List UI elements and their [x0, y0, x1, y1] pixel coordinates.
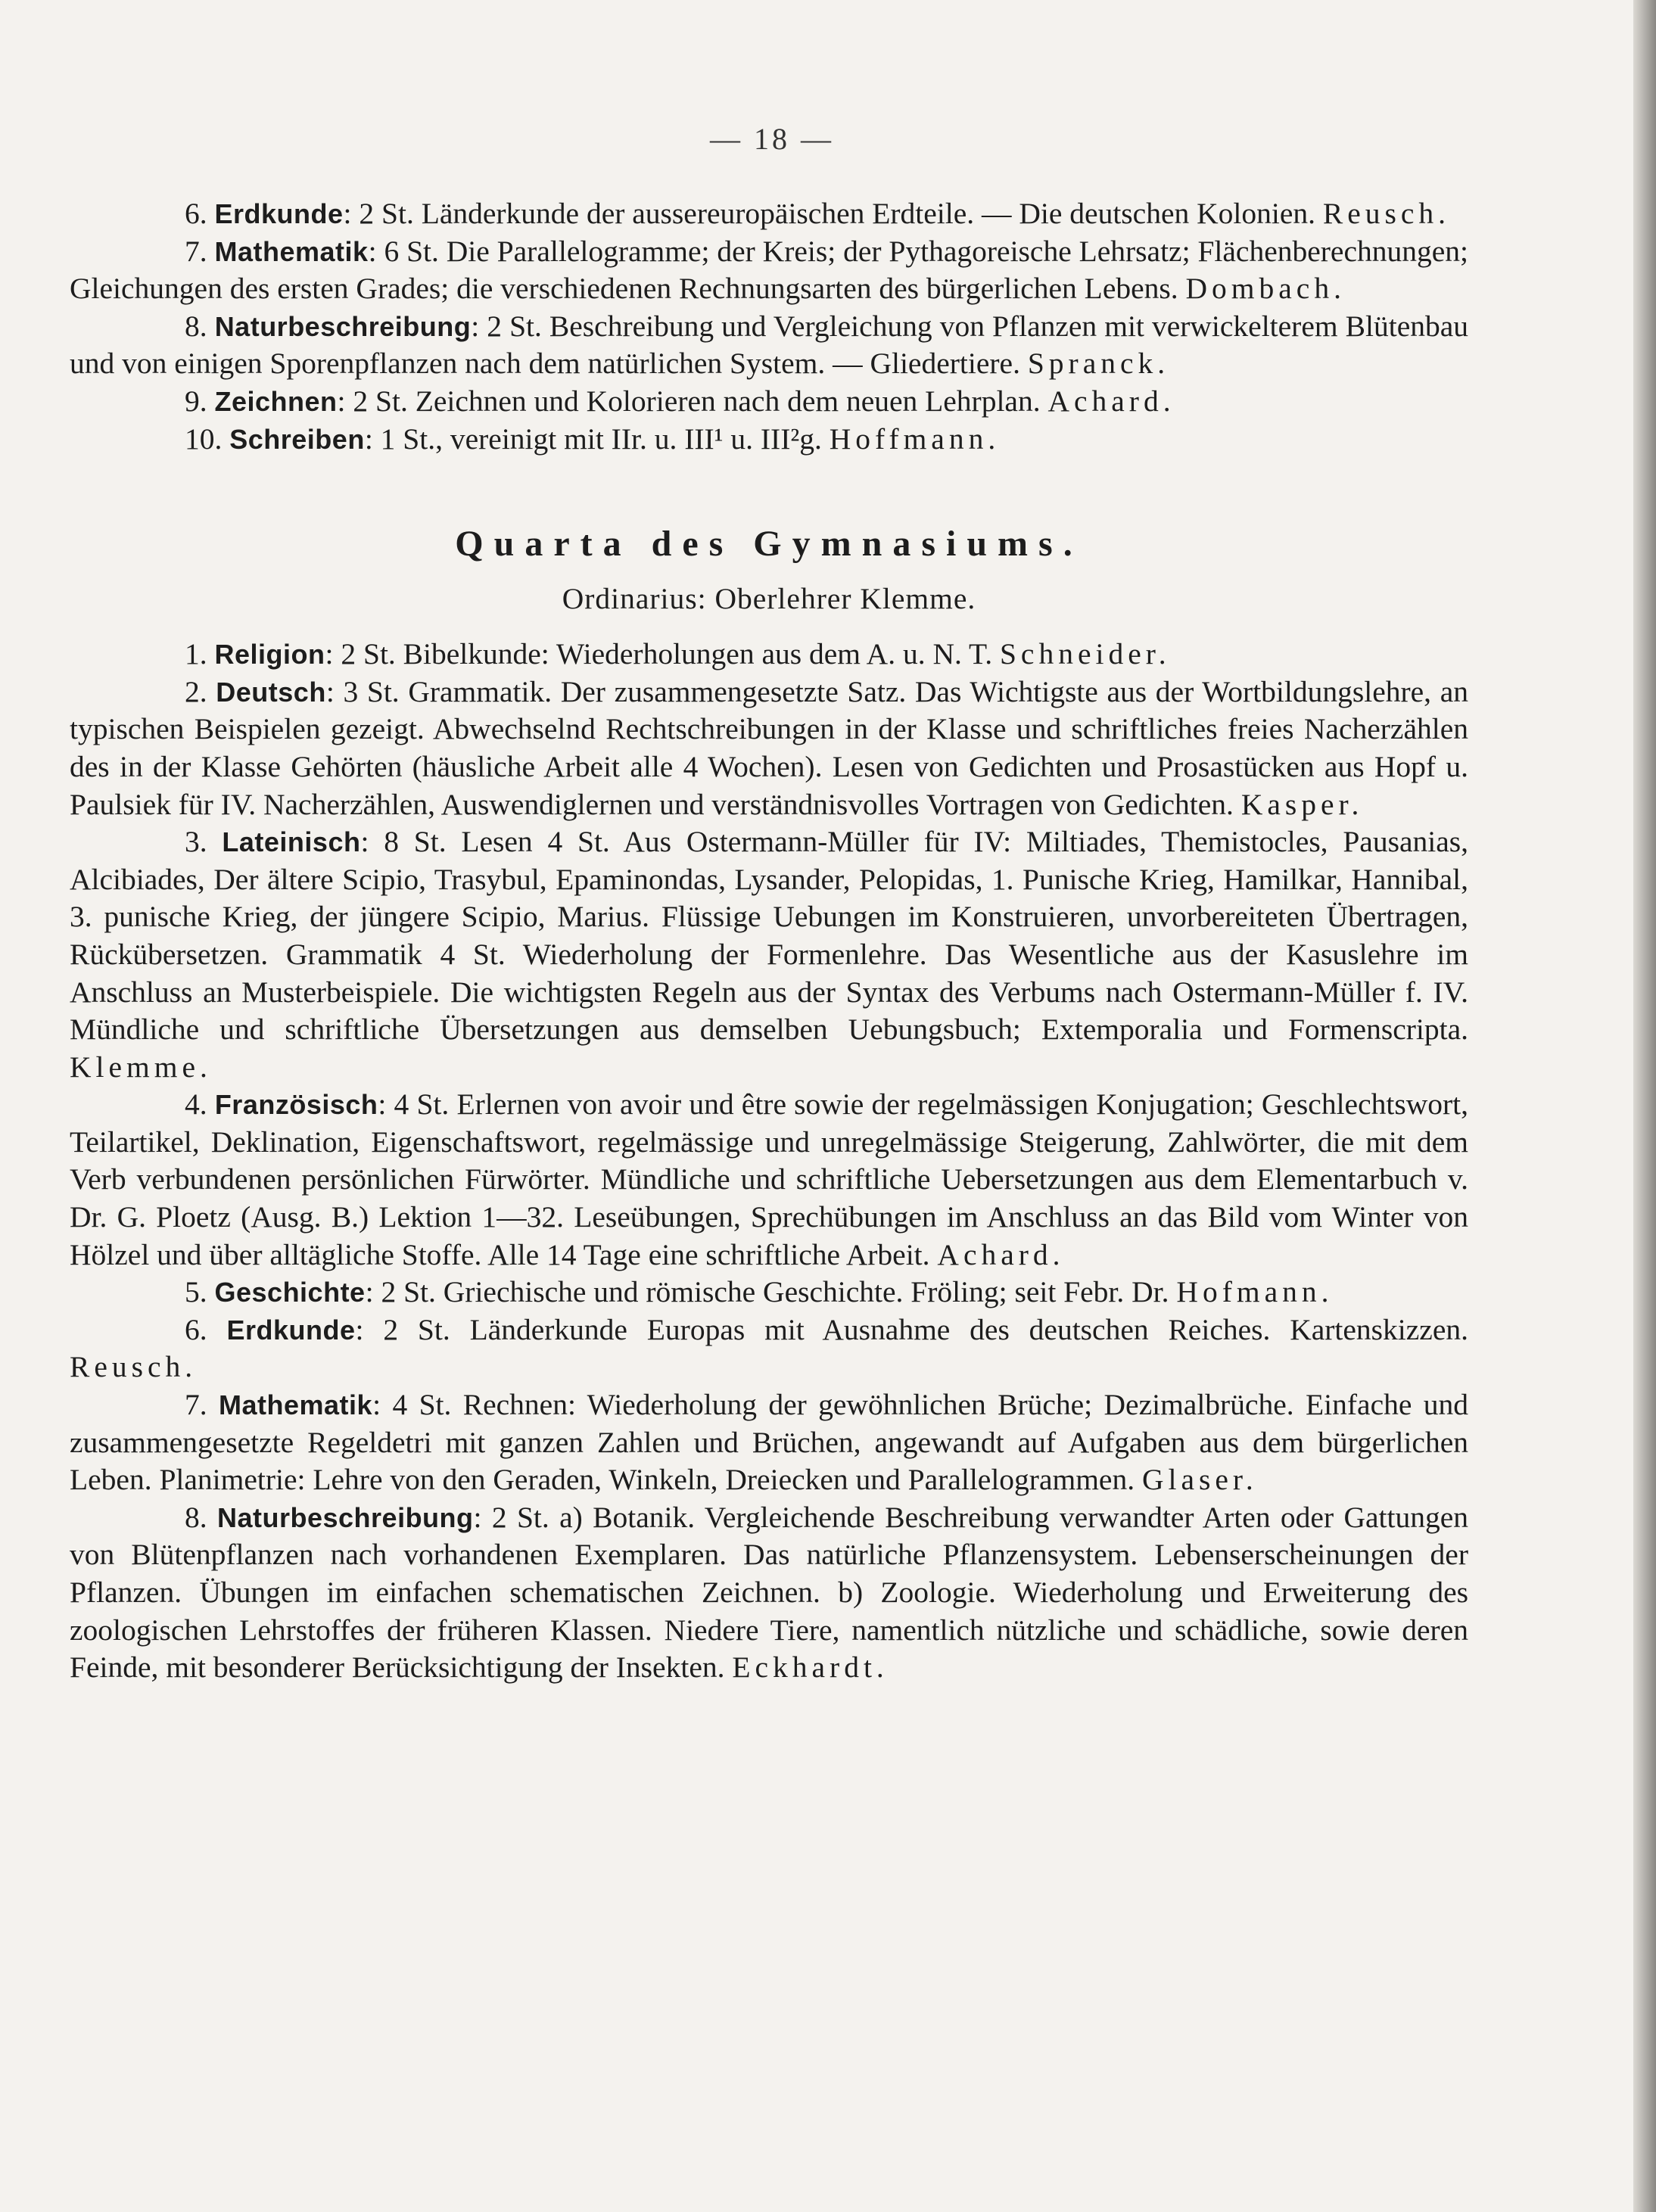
- ordinarius-line: Ordinarius: Oberlehrer Klemme.: [562, 582, 976, 616]
- paragraph-number: 8.: [185, 1500, 207, 1534]
- paragraph-number: 3.: [185, 825, 207, 859]
- subject-paragraph: 4. Französisch: 4 St. Erlernen von avoir und être sowie der regelmässigen Konjugation; Geschlechtswort, Teilartikel, Deklination, Eigenschaftswort, regelmässige und unregelmässige Steigerung, Zahlwörter, die mit dem Verb verbundenen persönlichen Fürwörter. Mündliche und schriftliche Uebersetzungen aus dem Elementarbuch v. Dr. G. Ploetz (Ausg. B.) Lektion 1—32. Leseübungen, Sprechübungen im Anschluss an das Bild vom Winter von Hölzel und über alltägliche Stoffe. Alle 14 Tage eine schriftliche Arbeit. Achard.: [70, 1087, 1468, 1271]
- paragraph-number: 1.: [185, 637, 207, 671]
- subject-description: 2 St. Griechische und römische Geschichte. Fröling; seit Febr. Dr.: [381, 1275, 1169, 1309]
- subject-name: Schreiben: [229, 423, 365, 455]
- subject-paragraph: 8. Naturbeschreibung: 2 St. Beschreibung und Vergleichung von Pflanzen mit verwickelterem Blütenbau und von einigen Sporenpflanzen nach dem natürlichen System. — Gliedertiere. Spranck.: [70, 309, 1469, 381]
- subject-description: 4 St. Erlernen von avoir und être sowie der regelmässigen Konjugation; Geschlechtswort, Teilartikel, Deklination, Eigenschaftswort, regelmässige und unregelmässige Steigerung, Zahlwörter, die mit dem Verb verbundenen persönlichen Fürwörter. Mündliche und schriftliche Uebersetzungen aus dem Elementarbuch v. Dr. G. Ploetz (Ausg. B.) Lektion 1—32. Leseübungen, Sprechübungen im Anschluss an das Bild vom Winter von Hölzel und über alltägliche Stoffe. Alle 14 Tage eine schriftliche Arbeit.: [70, 1087, 1468, 1271]
- subject-name: Lateinisch: [222, 826, 361, 858]
- subject-name: Erdkunde: [226, 1314, 356, 1346]
- teacher-name: Dombach.: [1185, 272, 1346, 306]
- teacher-name: Klemme.: [70, 1050, 212, 1084]
- subject-paragraph: 6. Erdkunde: 2 St. Länderkunde der aussereuropäischen Erdteile. — Die deutschen Kolonien. Reusch.: [185, 197, 1451, 230]
- teacher-name: Achard.: [937, 1237, 1065, 1271]
- quarta-subject-list: [70, 636, 1468, 1687]
- subject-description: 2 St. Beschreibung und Vergleichung von Pflanzen mit verwickelterem Blütenbau und von einigen Sporenpflanzen nach dem natürlichen System. — Gliedertiere.: [70, 309, 1469, 381]
- page-edge-shadow: [1633, 0, 1656, 2212]
- subject-name: Mathematik: [219, 1389, 373, 1421]
- subject-paragraph: 10. Schreiben: 1 St., vereinigt mit IIr. u. III¹ u. III²g. Hoffmann.: [185, 422, 1001, 456]
- subject-paragraph: 2. Deutsch: 3 St. Grammatik. Der zusammengesetzte Satz. Das Wichtigste aus der Wortbildungslehre, an typischen Beispielen gezeigt. Abwechselnd Rechtschreibungen in der Klasse und schriftliches freies Nacherzählen des in der Klasse Gehörten (häusliche Arbeit alle 4 Wochen). Lesen von Gedichten und Prosastücken aus Hopf u. Paulsiek für IV. Nacherzählen, Auswendiglernen und verständnisvolles Vortragen von Gedichten. Kasper.: [70, 674, 1468, 821]
- subject-description: 8 St. Lesen 4 St. Aus Ostermann-Müller für IV: Miltiades, Themistocles, Pausanias, Alcibiades, Der ältere Scipio, Trasybul, Epaminondas, Lysander, Pelopidas, 1. Punische Krieg, Hamilkar, Hannibal, 3. punische Krieg, der jüngere Scipio, Marius. Flüssige Uebungen im Konstruieren, unvorbereiteten Übertragen, Rückübersetzen. Grammatik 4 St. Wiederholung der Formenlehre. Das Wesentliche aus der Kasuslehre im Anschluss an Musterbeispiele. Die wichtigsten Regeln aus der Syntax des Verbums nach Ostermann-Müller f. IV. Mündliche und schriftliche Übersetzungen aus demselben Uebungsbuch; Extemporalia und Formenscripta.: [70, 825, 1468, 1047]
- teacher-name: Hoffmann.: [829, 422, 1001, 456]
- subject-name: Zeichnen: [214, 385, 338, 417]
- teacher-name: Reusch.: [70, 1350, 198, 1384]
- teacher-name: Schneider.: [999, 637, 1171, 671]
- subject-description: 2 St. Zeichnen und Kolorieren nach dem neuen Lehrplan.: [353, 384, 1041, 418]
- page-content: [70, 195, 1468, 1687]
- subject-paragraph: 8. Naturbeschreibung: 2 St. a) Botanik. Vergleichende Beschreibung verwandter Arten oder Gattungen von Blütenpflanzen nach vorhandenen Exemplaren. Das natürliche Pflanzensystem. Lebenserscheinungen der Pflanzen. Übungen im einfachen schematischen Zeichnen. b) Zoologie. Wiederholung und Erweiterung des zoologischen Lehrstoffes der früheren Klassen. Niedere Tiere, namentlich nützliche und schädliche, sowie deren Feinde, mit besonderer Berücksichtigung der Insekten. Eckhardt.: [70, 1500, 1469, 1685]
- subject-description: 6 St. Die Parallelogramme; der Kreis; der Pythagoreische Lehrsatz; Flächenberechnungen; Gleichungen des ersten Grades; die verschiedenen Rechnungsarten des bürgerlichen Lebens.: [70, 234, 1468, 306]
- teacher-name: Hofmann.: [1176, 1275, 1334, 1309]
- subject-name: Französisch: [214, 1089, 378, 1121]
- top-subject-list: [70, 195, 1468, 458]
- subject-paragraph: 5. Geschichte: 2 St. Griechische und römische Geschichte. Fröling; seit Febr. Dr. Hofmann.: [185, 1275, 1334, 1309]
- paragraph-number: 10.: [185, 422, 223, 456]
- subject-paragraph: 1. Religion: 2 St. Bibelkunde: Wiederholungen aus dem A. u. N. T. Schneider.: [185, 637, 1171, 671]
- subject-paragraph: 6. Erdkunde: 2 St. Länderkunde Europas mit Ausnahme des deutschen Reiches. Kartenskizzen. Reusch.: [70, 1312, 1469, 1384]
- teacher-name: Achard.: [1047, 384, 1175, 418]
- subject-name: Erdkunde: [214, 198, 344, 229]
- subject-paragraph: 7. Mathematik: 6 St. Die Parallelogramme; der Kreis; der Pythagoreische Lehrsatz; Flächenberechnungen; Gleichungen des ersten Grades; die verschiedenen Rechnungsarten des bürgerlichen Lebens. Dombach.: [70, 234, 1468, 306]
- subject-name: Naturbeschreibung: [214, 310, 472, 342]
- paragraph-number: 6.: [185, 1312, 207, 1346]
- subject-description: 2 St. Bibelkunde: Wiederholungen aus dem A. u. N. T.: [341, 637, 993, 671]
- paragraph-number: 7.: [185, 1388, 207, 1422]
- paragraph-number: 9.: [185, 384, 207, 418]
- page-number: — 18 —: [710, 122, 834, 156]
- teacher-name: Eckhardt.: [732, 1650, 889, 1685]
- subject-name: Religion: [214, 639, 325, 670]
- subject-name: Mathematik: [214, 235, 369, 267]
- subject-name: Naturbeschreibung: [216, 1501, 474, 1533]
- subject-name: Deutsch: [216, 676, 326, 708]
- paragraph-number: 2.: [185, 674, 207, 708]
- subject-description: 2 St. a) Botanik. Vergleichende Beschreibung verwandter Arten oder Gattungen von Blütenpflanzen nach vorhandenen Exemplaren. Das natürliche Pflanzensystem. Lebenserscheinungen der Pflanzen. Übungen im einfachen schematischen Zeichnen. b) Zoologie. Wiederholung und Erweiterung des zoologischen Lehrstoffes der früheren Klassen. Niedere Tiere, namentlich nützliche und schädliche, sowie deren Feinde, mit besonderer Berücksichtigung der Insekten.: [70, 1500, 1469, 1685]
- teacher-name: Kasper.: [1240, 787, 1364, 821]
- teacher-name: Glaser.: [1141, 1463, 1258, 1497]
- paragraph-number: 4.: [185, 1087, 207, 1122]
- paragraph-number: 8.: [185, 309, 207, 343]
- subject-paragraph: 3. Lateinisch: 8 St. Lesen 4 St. Aus Ostermann-Müller für IV: Miltiades, Themistocles, Pausanias, Alcibiades, Der ältere Scipio, Trasybul, Epaminondas, Lysander, Pelopidas, 1. Punische Krieg, Hamilkar, Hannibal, 3. punische Krieg, der jüngere Scipio, Marius. Flüssige Uebungen im Konstruieren, unvorbereiteten Übertragen, Rückübersetzen. Grammatik 4 St. Wiederholung der Formenlehre. Das Wesentliche aus der Kasuslehre im Anschluss an Musterbeispiele. Die wichtigsten Regeln aus der Syntax des Verbums nach Ostermann-Müller f. IV. Mündliche und schriftliche Übersetzungen aus demselben Uebungsbuch; Extemporalia und Formenscripta. Klemme.: [70, 825, 1468, 1084]
- paragraph-number: 6.: [185, 197, 207, 230]
- subject-description: 1 St., vereinigt mit IIr. u. III¹ u. III²g.: [380, 422, 822, 456]
- subject-description: 4 St. Rechnen: Wiederholung der gewöhnlichen Brüche; Dezimalbrüche. Einfache und zusammengesetzte Regeldetri mit ganzen Zahlen und Brüchen, angewandt auf Aufgaben aus dem bürgerlichen Leben. Planimetrie: Lehre von den Geraden, Winkeln, Dreiecken und Parallelogrammen.: [70, 1388, 1469, 1497]
- paragraph-number: 5.: [185, 1275, 207, 1309]
- teacher-name: Spranck.: [1027, 347, 1170, 381]
- subject-description: 3 St. Grammatik. Der zusammengesetzte Satz. Das Wichtigste aus der Wortbildungslehre, an typischen Beispielen gezeigt. Abwechselnd Rechtschreibungen in der Klasse und schriftliches freies Nacherzählen des in der Klasse Gehörten (häusliche Arbeit alle 4 Wochen). Lesen von Gedichten und Prosastücken aus Hopf u. Paulsiek für IV. Nacherzählen, Auswendiglernen und verständnisvolles Vortragen von Gedichten.: [70, 674, 1468, 821]
- subject-paragraph: 7. Mathematik: 4 St. Rechnen: Wiederholung der gewöhnlichen Brüche; Dezimalbrüche. Einfache und zusammengesetzte Regeldetri mit ganzen Zahlen und Brüchen, angewandt auf Aufgaben aus dem bürgerlichen Leben. Planimetrie: Lehre von den Geraden, Winkeln, Dreiecken und Parallelogrammen. Glaser.: [70, 1388, 1469, 1497]
- paragraph-number: 7.: [185, 234, 207, 268]
- subject-description: 2 St. Länderkunde Europas mit Ausnahme des deutschen Reiches. Kartenskizzen.: [383, 1312, 1469, 1346]
- section-title: Quarta des Gymnasiums.: [455, 524, 1083, 565]
- subject-paragraph: 9. Zeichnen: 2 St. Zeichnen und Kolorieren nach dem neuen Lehrplan. Achard.: [185, 384, 1175, 418]
- teacher-name: Reusch.: [1322, 197, 1451, 230]
- subject-description: 2 St. Länderkunde der aussereuropäischen Erdteile. — Die deutschen Kolonien.: [359, 197, 1315, 230]
- subject-name: Geschichte: [214, 1277, 366, 1308]
